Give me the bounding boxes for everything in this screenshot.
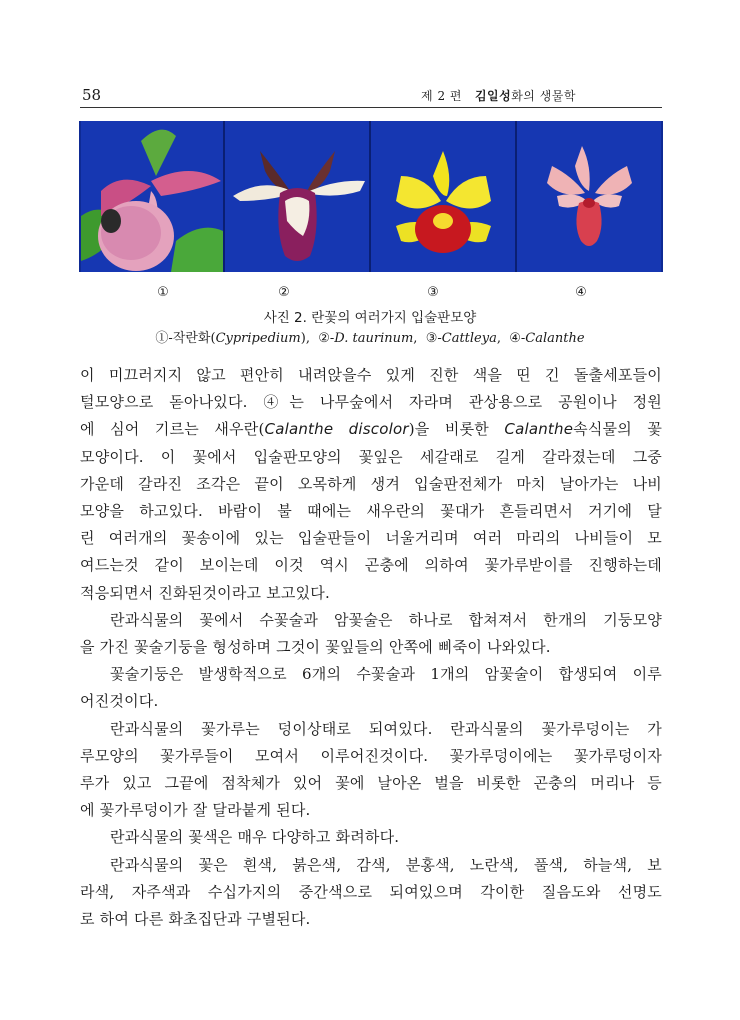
photo-d-taurinum bbox=[225, 121, 369, 272]
orchid-photo-strip bbox=[79, 121, 663, 272]
figure-caption: 사진 2. 란꽃의 여러가지 입술판모양 bbox=[263, 310, 477, 326]
figure-species-caption: ①-작란화(Cypripedium), ②-D. taurinum, ③-Cattleya, ④-Calanthe bbox=[155, 331, 585, 346]
text-line: 루모양의 꽃가루들이 모여서 이루어진것이다. 꽃가루덩이에는 꽃가루덩이자 bbox=[80, 746, 662, 765]
photo-calanthe bbox=[517, 121, 661, 272]
text-line: 루가 있고 그끝에 점착체가 있어 꽃에 날아온 벌을 비롯한 곤충의 머리나 등 bbox=[80, 774, 662, 793]
paragraph bbox=[80, 362, 662, 607]
figure-label-3: ③ bbox=[427, 285, 439, 300]
figure-label-4: ④ bbox=[575, 285, 587, 300]
body-text bbox=[80, 362, 662, 933]
photo-cypripedium bbox=[81, 121, 223, 272]
text-line: 란과식물의 꽃가루는 덩이상태로 되여있다. 란과식물의 꽃가루덩이는 가 bbox=[110, 719, 662, 738]
text-line: 여드는것 같이 보이는데 이것 역시 곤충에 의하여 꽃가루받이를 진행하는데 bbox=[80, 556, 662, 575]
running-title bbox=[421, 87, 576, 104]
running-header bbox=[80, 84, 660, 106]
text-line: 털모양으로 돋아나있다. ④는 나무숲에서 자라며 관상용으로 공원이나 정원 bbox=[80, 393, 662, 412]
paragraph bbox=[80, 852, 662, 934]
text-line: 가운데 갈라진 조각은 끝이 오목하게 생겨 입술판전체가 마치 날아가는 나비 bbox=[80, 474, 662, 493]
text-line: 이 미끄러지지 않고 편안히 내려앉을수 있게 진한 색을 띤 긴 돌출세포들이 bbox=[80, 366, 662, 384]
text-line: 적응되면서 진화된것이라고 보고있다. bbox=[80, 583, 330, 602]
figure-label-1: ① bbox=[157, 285, 169, 300]
header-rule bbox=[80, 107, 662, 108]
paragraph bbox=[80, 661, 662, 715]
text-line: 란과식물의 꽃색은 매우 다양하고 화려하다. bbox=[110, 828, 400, 847]
figure-label-2: ② bbox=[278, 285, 290, 300]
photo-cattleya bbox=[371, 121, 515, 272]
text-line: 라색, 자주색과 수십가지의 중간색으로 되여있으며 각이한 질음도와 선명도 bbox=[80, 882, 662, 901]
text-line: 란과식물의 꽃에서 수꽃술과 암꽃술은 하나로 합쳐져서 한개의 기둥모양 bbox=[110, 610, 662, 629]
title-rest: 화의 생물학 bbox=[511, 89, 576, 103]
text-line: 에 꽃가루덩이가 잘 달라붙게 된다. bbox=[80, 801, 311, 820]
text-line: 에 심어 기르는 새우란(Calanthe discolor)을 비롯한 Calanthe속식물의 꽃 bbox=[80, 420, 663, 439]
part-label: 제 2 편 bbox=[421, 89, 462, 103]
paragraph bbox=[80, 824, 662, 851]
text-line: 을 가진 꽃술기둥을 형성하며 그것이 꽃잎들의 안쪽에 삐죽이 나와있다. bbox=[80, 638, 551, 657]
paragraph bbox=[80, 607, 662, 661]
text-line: 린 여러개의 꽃송이에 있는 입술판들이 너울거리며 여러 마리의 나비들이 모 bbox=[80, 529, 662, 548]
text-line: 꽃술기둥은 발생학적으로 6개의 수꽃술과 1개의 암꽃술이 합생되여 이루 bbox=[110, 665, 662, 684]
page-number: 58 bbox=[82, 86, 102, 104]
text-line: 어진것이다. bbox=[80, 692, 159, 711]
text-line: 로 하여 다른 화초집단과 구별된다. bbox=[80, 910, 311, 929]
text-line: 모양이다. 이 꽃에서 입술판모양의 꽃잎은 세갈래로 길게 갈라졌는데 그중 bbox=[80, 447, 662, 466]
paragraph bbox=[80, 716, 662, 825]
title-bold: 김일성 bbox=[474, 89, 512, 103]
text-line: 모양을 하고있다. 바람이 불 때에는 새우란의 꽃대가 흔들리면서 거기에 달 bbox=[80, 502, 662, 521]
text-line: 란과식물의 꽃은 흰색, 붉은색, 감색, 분홍색, 노란색, 풀색, 하늘색, 보 bbox=[110, 855, 662, 874]
